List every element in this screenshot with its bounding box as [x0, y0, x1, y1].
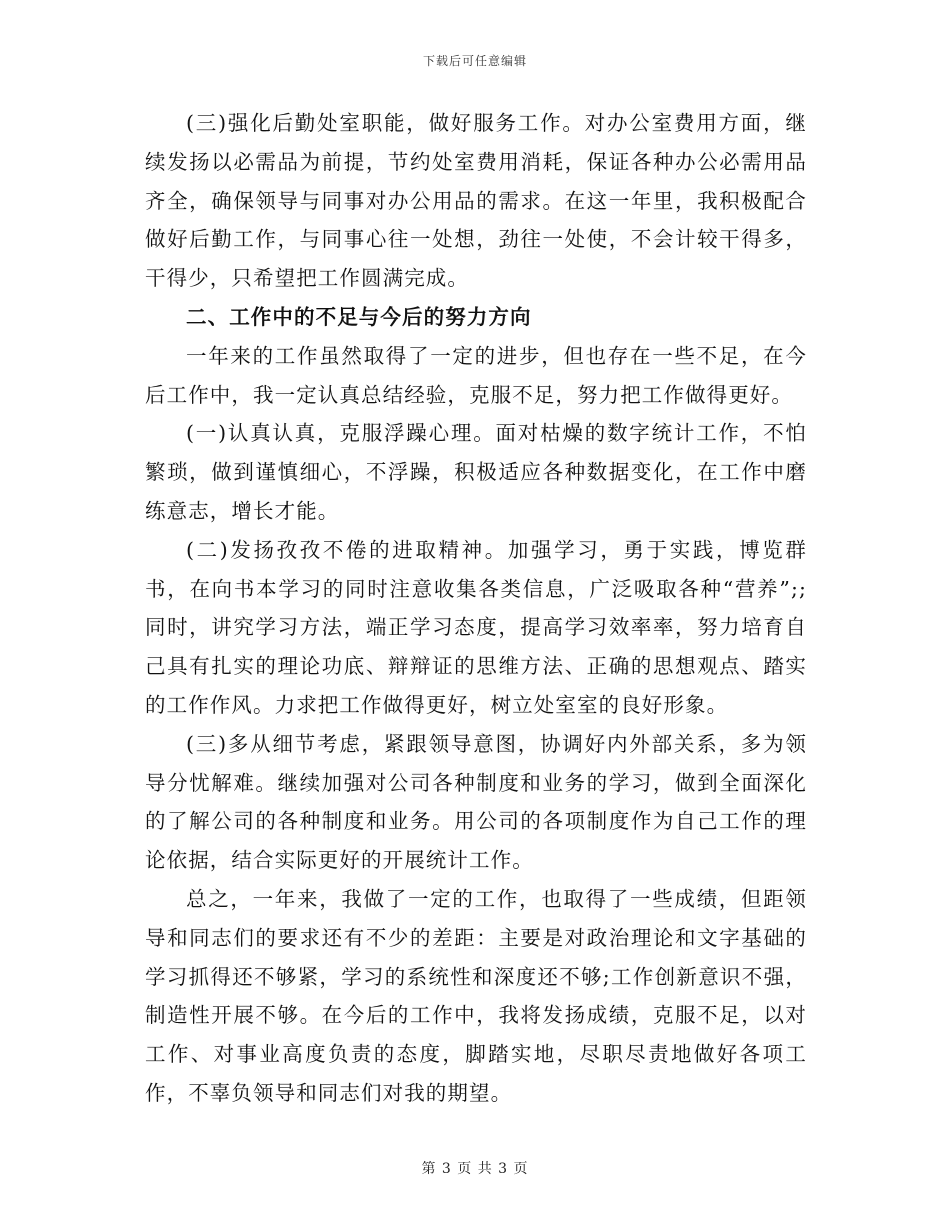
page-header: 下载后可任意编辑: [422, 54, 527, 68]
paragraph-summary: 总之，一年来，我做了一定的工作，也取得了一些成绩，但距领导和同志们的要求还有不少的差距：主要是对政治理论和文字基础的学习抓得还不够紧，学习的系统性和深度还不够;工作创新意识不强，制造性开展不够。在今后的工作中，我将发扬成绩，克服不足，以对工作、对事业高度负责的态度，脚踏实地，尽职尽责地做好各项工作，不辜负领导和同志们对我的期望。: [145, 886, 807, 1105]
page-number: 第 3 页 共 3 页: [421, 1161, 529, 1177]
paragraph-intro: 一年来的工作虽然取得了一定的进步，但也存在一些不足，在今后工作中，我一定认真总结经验，克服不足，努力把工作做得更好。: [145, 343, 807, 407]
paragraph-item-3: (三)多从细节考虑，紧跟领导意图，协调好内外部关系，多为领导分忧解难。继续加强对公司各种制度和业务的学习，做到全面深化的了解公司的各种制度和业务。用公司的各项制度作为自己工作的理论依据，结合实际更好的开展统计工作。: [145, 731, 807, 873]
document-body: [145, 104, 807, 1113]
paragraph-item-2: (二)发扬孜孜不倦的进取精神。加强学习，勇于实践，博览群书，在向书本学习的同时注意收集各类信息，广泛吸取各种“营养”;;同时，讲究学习方法，端正学习态度，提高学习效率率，努力培育自己具有扎实的理论功底、辩辩证的思维方法、正确的思想观点、踏实的工作作风。力求把工作做得更好，树立处室室的良好形象。: [145, 537, 807, 717]
paragraph-logistics: (三)强化后勤处室职能，做好服务工作。对办公室费用方面，继续发扬以必需品为前提，节约处室费用消耗，保证各种办公必需用品齐全，确保领导与同事对办公用品的需求。在这一年里，我积极配合做好后勤工作，与同事心往一处想，劲往一处使，不会计较干得多，干得少，只希望把工作圆满完成。: [145, 111, 807, 291]
section-heading: 二、工作中的不足与今后的努力方向: [186, 304, 532, 329]
paragraph-item-1: (一)认真认真，克服浮躁心理。面对枯燥的数字统计工作，不怕繁琐，做到谨慎细心，不浮躁，积极适应各种数据变化，在工作中磨练意志，增长才能。: [145, 421, 807, 523]
